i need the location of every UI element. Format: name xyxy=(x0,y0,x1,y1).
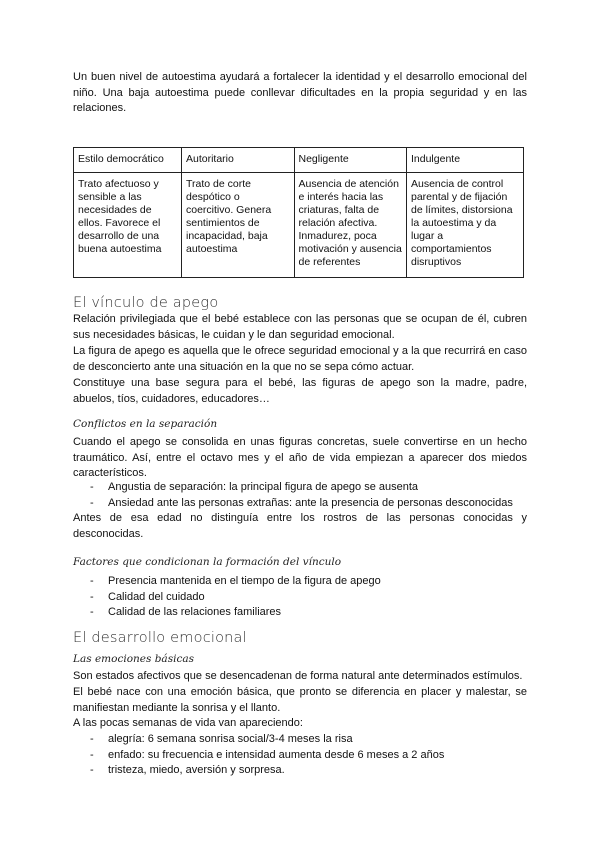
list-item: - tristeza, miedo, aversión y sorpresa. xyxy=(90,763,530,779)
table-header-row xyxy=(74,148,524,173)
vinculo-paragraph-3: Constituye una base segura para el bebé, las figuras de apego son la madre, padre, abuelos, tíos, cuidadores, educadores… xyxy=(73,377,527,405)
desarrollo-paragraph-3: A las pocas semanas de vida van apareciendo: xyxy=(73,717,303,729)
vinculo-paragraph-1: Relación privilegiada que el bebé establece con las personas que se ocupan de él, cubren sus necesidades básicas, le cuidan y le dan seguridad emocional. xyxy=(73,313,527,341)
list-item: - alegría: 6 semana sonrisa social/3-4 meses la risa xyxy=(90,732,530,748)
subsection-title-conflictos: Conflictos en la separación xyxy=(73,418,218,430)
conflictos-paragraph-1: Cuando el apego se consolida en unas figuras concretas, suele convertirse en un hecho traumático. Así, entre el octavo mes y el año de vida empiezan a aparecer dos miedos característicos. xyxy=(73,436,527,479)
section-title-desarrollo: El desarrollo emocional xyxy=(73,630,247,646)
table-header-cell: Estilo democrático xyxy=(74,148,182,173)
desarrollo-paragraph-1: Son estados afectivos que se desencadenan de forma natural ante determinados estímulos. xyxy=(73,670,523,682)
desarrollo-paragraph-2: El bebé nace con una emoción básica, que pronto se diferencia en placer y malestar, se manifiestan mediante la sonrisa y el llanto. xyxy=(73,686,527,714)
list-item: - Presencia mantenida en el tiempo de la figura de apego xyxy=(90,574,530,590)
table-row xyxy=(74,173,524,278)
section-title-vinculo: El vínculo de apego xyxy=(73,295,219,311)
subsection-title-emociones: Las emociones básicas xyxy=(73,653,194,665)
table-header-cell: Autoritario xyxy=(182,148,295,173)
subsection-title-factores: Factores que condicionan la formación del vínculo xyxy=(73,556,342,568)
parenting-styles-table xyxy=(73,147,524,278)
table-cell: Ausencia de atención e interés hacia las criaturas, falta de relación afectiva. Inmadurez, poca motivación y ausencia de referentes xyxy=(294,173,407,278)
table-cell: Trato de corte despótico o coercitivo. Genera sentimientos de incapacidad, baja autoestima xyxy=(182,173,295,278)
table-header-cell: Indulgente xyxy=(407,148,524,173)
list-item: - Angustia de separación: la principal figura de apego se ausenta xyxy=(90,480,530,496)
conflictos-paragraph-2: Antes de esa edad no distinguía entre los rostros de las personas conocidas y desconocidas. xyxy=(73,512,527,540)
emociones-list xyxy=(90,732,530,779)
conflictos-list xyxy=(90,480,530,511)
vinculo-paragraph-2: La figura de apego es aquella que le ofrece seguridad emocional y a la que recurrirá en caso de desconcierto ante una situación en la que no se sepa cómo actuar. xyxy=(73,345,527,373)
list-item: - enfado: su frecuencia e intensidad aumenta desde 6 meses a 2 años xyxy=(90,748,530,764)
table-header-cell: Negligente xyxy=(294,148,407,173)
list-item: - Calidad de las relaciones familiares xyxy=(90,605,530,621)
list-item: - Ansiedad ante las personas extrañas: ante la presencia de personas desconocidas xyxy=(90,496,530,512)
intro-paragraph: Un buen nivel de autoestima ayudará a fortalecer la identidad y el desarrollo emocional del niño. Una baja autoestima puede conllevar dificultades en la propia seguridad y en las relaciones. xyxy=(73,71,527,114)
factores-list xyxy=(90,574,530,621)
table-cell: Trato afectuoso y sensible a las necesidades de ellos. Favorece el desarrollo de una buena autoestima xyxy=(74,173,182,278)
table-cell: Ausencia de control parental y de fijación de límites, distorsiona la autoestima y da lugar a comportamientos disruptivos xyxy=(407,173,524,278)
list-item: - Calidad del cuidado xyxy=(90,590,530,606)
